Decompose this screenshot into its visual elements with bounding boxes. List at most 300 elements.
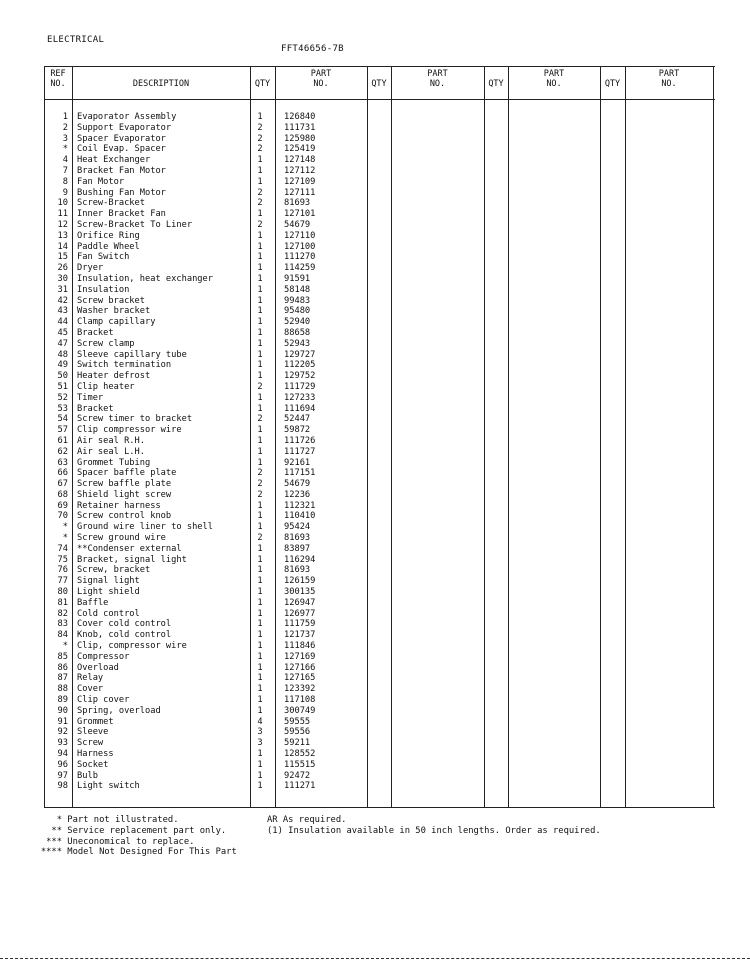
footnote-text: Uneconomical to replace. xyxy=(67,836,195,847)
table-row xyxy=(44,781,715,792)
description-cell: Light shield xyxy=(77,587,140,598)
qty-cell: 1 xyxy=(257,403,263,414)
part-no-cell: 126840 xyxy=(284,112,316,122)
part-no-cell: 59211 xyxy=(284,738,311,749)
part-no-cell: 52447 xyxy=(284,414,311,425)
part-header-line1: PART xyxy=(310,69,332,79)
table-row xyxy=(44,609,715,620)
qty-cell: 1 xyxy=(257,749,263,760)
part-no-cell: 126947 xyxy=(284,597,316,608)
part-no-cell: 125980 xyxy=(284,133,316,144)
table-row xyxy=(44,587,715,598)
ref-no-cell: 96 xyxy=(57,759,68,770)
qty-cell: 2 xyxy=(257,479,263,490)
description-cell: Clamp capillary xyxy=(77,317,156,328)
table-row xyxy=(44,565,715,576)
ref-no-cell: 93 xyxy=(57,738,68,749)
table-row xyxy=(44,242,715,253)
table-row xyxy=(44,382,715,393)
qty-cell: 1 xyxy=(257,641,263,652)
qty-cell: 1 xyxy=(257,241,263,252)
description-cell: Bushing Fan Motor xyxy=(77,187,166,198)
ref-no-cell: 50 xyxy=(57,371,68,382)
footnote-symbol: *** xyxy=(46,836,62,847)
description-cell: Washer bracket xyxy=(77,306,151,317)
part-no-cell: 81693 xyxy=(284,198,311,209)
qty-cell: 2 xyxy=(257,381,263,392)
table-row xyxy=(44,458,715,469)
qty-cell: 2 xyxy=(257,122,263,133)
part-header-line2: NO. xyxy=(429,79,446,89)
part-no-cell: 110410 xyxy=(284,511,316,522)
part-no-cell: 111270 xyxy=(284,252,316,263)
qty-cell: 1 xyxy=(257,770,263,781)
table-row xyxy=(44,404,715,415)
part-no-cell: 111731 xyxy=(284,122,316,133)
part-no-cell: 111759 xyxy=(284,619,316,630)
qty-cell: 1 xyxy=(257,349,263,360)
qty-cell: 1 xyxy=(257,176,263,187)
part-no-cell: 127148 xyxy=(284,155,316,166)
qty-cell: 1 xyxy=(257,597,263,608)
part-no-cell: 115515 xyxy=(284,759,316,770)
ref-no-cell: 68 xyxy=(57,489,68,500)
qty-cell: 1 xyxy=(257,112,263,122)
part-no-cell: 111727 xyxy=(284,446,316,457)
part-no-cell: 121737 xyxy=(284,630,316,641)
description-cell: Bracket xyxy=(77,327,114,338)
table-row xyxy=(44,263,715,274)
ref-no-header xyxy=(46,69,70,89)
qty-cell: 1 xyxy=(257,587,263,598)
table-row xyxy=(44,468,715,479)
ref-header-line2: NO. xyxy=(50,79,66,89)
ref-no-cell: 48 xyxy=(57,349,68,360)
description-cell: Baffle xyxy=(77,597,109,608)
description-cell: Knob, cold control xyxy=(77,630,172,641)
ref-no-cell: * xyxy=(62,144,68,155)
qty-cell: 1 xyxy=(257,446,263,457)
qty-cell: 1 xyxy=(257,317,263,328)
ref-no-cell: 70 xyxy=(57,511,68,522)
part-header-line2: NO. xyxy=(661,79,677,89)
table-row xyxy=(44,285,715,296)
description-cell: Insulation, heat exchanger xyxy=(77,273,213,284)
description-cell: Timer xyxy=(77,392,104,403)
ref-no-cell: 14 xyxy=(57,241,68,252)
ref-no-cell: 47 xyxy=(57,338,68,349)
ref-no-cell: * xyxy=(62,522,68,533)
qty-cell: 1 xyxy=(257,392,263,403)
part-no-cell: 81693 xyxy=(284,533,311,544)
description-cell: Inner Bracket Fan xyxy=(77,209,166,220)
part-no-cell: 127110 xyxy=(284,230,316,241)
description-cell: Switch termination xyxy=(77,360,172,371)
ref-no-cell: 2 xyxy=(62,122,68,133)
qty-cell: 2 xyxy=(257,219,263,230)
description-cell: Fan Switch xyxy=(77,252,130,263)
table-row xyxy=(44,771,715,782)
part-no-cell: 54679 xyxy=(284,479,311,490)
ref-no-cell: 3 xyxy=(62,133,68,144)
part-no-cell: 127165 xyxy=(284,673,316,684)
qty-cell: 1 xyxy=(257,565,263,576)
document-number: FFT46656-7B xyxy=(281,44,344,54)
ref-no-cell: 88 xyxy=(57,684,68,695)
part-no-cell: 92161 xyxy=(284,457,311,468)
footnotes-legend xyxy=(40,815,237,858)
table-row xyxy=(44,274,715,285)
ref-no-cell: 53 xyxy=(57,403,68,414)
qty-cell: 1 xyxy=(257,425,263,436)
table-row xyxy=(44,684,715,695)
ref-no-cell: 7 xyxy=(62,165,68,176)
part-no-cell: 52940 xyxy=(284,317,311,328)
description-cell: Screw timer to bracket xyxy=(77,414,193,425)
page-bottom-rule xyxy=(0,958,750,959)
table-row xyxy=(44,177,715,188)
ref-no-cell: 83 xyxy=(57,619,68,630)
qty-cell: 1 xyxy=(257,759,263,770)
part-no-header xyxy=(391,69,484,89)
ref-no-cell: 15 xyxy=(57,252,68,263)
table-row xyxy=(44,576,715,587)
ref-no-cell: 12 xyxy=(57,219,68,230)
qty-cell: 1 xyxy=(257,360,263,371)
part-header-line2: NO. xyxy=(546,79,562,89)
description-cell: Harness xyxy=(77,749,114,760)
part-no-cell: 129752 xyxy=(284,371,316,382)
table-row xyxy=(44,630,715,641)
part-header-line1: PART xyxy=(658,69,680,79)
ref-no-cell: 69 xyxy=(57,500,68,511)
qty-cell: 1 xyxy=(257,705,263,716)
description-cell: Signal light xyxy=(77,576,140,587)
ref-no-cell: 81 xyxy=(57,597,68,608)
part-header-line2: NO. xyxy=(313,79,329,89)
ref-no-cell: 13 xyxy=(57,230,68,241)
table-row xyxy=(44,749,715,760)
qty-cell: 1 xyxy=(257,295,263,306)
part-no-cell: 58148 xyxy=(284,284,311,295)
description-cell: Screw ground wire xyxy=(77,533,166,544)
ref-no-cell: 62 xyxy=(57,446,68,457)
ref-no-cell: 92 xyxy=(57,727,68,738)
description-cell: Support Evaporator xyxy=(77,122,172,133)
table-row xyxy=(44,296,715,307)
table-row xyxy=(44,414,715,425)
ref-no-cell: 1 xyxy=(62,112,68,122)
qty-cell: 1 xyxy=(257,619,263,630)
table-row xyxy=(44,706,715,717)
part-no-cell: 88658 xyxy=(284,327,311,338)
qty-cell: 2 xyxy=(257,414,263,425)
part-no-cell: 117108 xyxy=(284,695,316,706)
qty-cell: 2 xyxy=(257,468,263,479)
ref-no-cell: * xyxy=(62,641,68,652)
ref-no-cell: 77 xyxy=(57,576,68,587)
qty-cell: 2 xyxy=(257,187,263,198)
description-cell: Cover cold control xyxy=(77,619,172,630)
footnote-line xyxy=(40,847,237,858)
part-no-cell: 114259 xyxy=(284,263,316,274)
qty-cell: 1 xyxy=(257,651,263,662)
ref-no-cell: 61 xyxy=(57,435,68,446)
part-no-cell: 300135 xyxy=(284,587,316,598)
part-no-cell: 127101 xyxy=(284,209,316,220)
note-insulation: (1) Insulation available in 50 inch lengths. Order as required. xyxy=(267,825,601,836)
qty-cell: 1 xyxy=(257,684,263,695)
table-row xyxy=(44,144,715,155)
ref-no-cell: 82 xyxy=(57,608,68,619)
footnote-text: Part not illustrated. xyxy=(67,815,179,825)
qty-cell: 1 xyxy=(257,155,263,166)
ref-no-cell: 91 xyxy=(57,716,68,727)
table-row xyxy=(44,425,715,436)
parts-rows xyxy=(44,112,715,792)
ref-no-cell: 42 xyxy=(57,295,68,306)
table-row xyxy=(44,155,715,166)
table-row xyxy=(44,231,715,242)
ref-no-cell: 45 xyxy=(57,327,68,338)
table-row xyxy=(44,555,715,566)
table-row xyxy=(44,393,715,404)
description-cell: Screw xyxy=(77,738,104,749)
qty-cell: 1 xyxy=(257,327,263,338)
ref-no-cell: 76 xyxy=(57,565,68,576)
footnote-text: Service replacement part only. xyxy=(67,825,227,836)
part-no-cell: 92472 xyxy=(284,770,311,781)
footnotes-notes xyxy=(267,815,601,837)
table-row xyxy=(44,619,715,630)
description-cell: Clip, compressor wire xyxy=(77,641,187,652)
description-cell: Grommet Tubing xyxy=(77,457,151,468)
description-cell: Coil Evap. Spacer xyxy=(77,144,166,155)
table-row xyxy=(44,317,715,328)
ref-no-cell: 54 xyxy=(57,414,68,425)
description-cell: Relay xyxy=(77,673,104,684)
description-cell: Socket xyxy=(77,759,109,770)
footnote-line xyxy=(40,837,237,848)
table-row xyxy=(44,727,715,738)
part-header-line1: PART xyxy=(427,69,448,79)
part-no-header xyxy=(508,69,600,89)
description-cell: Screw, bracket xyxy=(77,565,151,576)
qty-cell: 4 xyxy=(257,716,263,727)
table-row xyxy=(44,188,715,199)
part-no-header xyxy=(275,69,367,89)
ref-no-cell: 49 xyxy=(57,360,68,371)
table-row xyxy=(44,339,715,350)
ref-no-cell: 75 xyxy=(57,554,68,565)
description-cell: Bracket Fan Motor xyxy=(77,165,166,176)
qty-header: QTY xyxy=(254,79,271,89)
table-row xyxy=(44,717,715,728)
qty-cell: 1 xyxy=(257,230,263,241)
table-row xyxy=(44,252,715,263)
qty-cell: 1 xyxy=(257,252,263,263)
part-no-cell: 112205 xyxy=(284,360,316,371)
table-row xyxy=(44,490,715,501)
part-no-cell: 126159 xyxy=(284,576,316,587)
part-no-cell: 111729 xyxy=(284,381,316,392)
description-cell: Ground wire liner to shell xyxy=(77,522,213,533)
description-cell: Screw clamp xyxy=(77,338,135,349)
ref-no-cell: 44 xyxy=(57,317,68,328)
part-no-cell: 123392 xyxy=(284,684,316,695)
qty-cell: 1 xyxy=(257,165,263,176)
part-no-cell: 117151 xyxy=(284,468,316,479)
description-cell: Insulation xyxy=(77,284,130,295)
part-no-cell: 111726 xyxy=(284,435,316,446)
part-no-cell: 12236 xyxy=(284,489,311,500)
part-no-cell: 127166 xyxy=(284,662,316,673)
table-row xyxy=(44,695,715,706)
description-cell: Sleeve xyxy=(77,727,109,738)
qty-cell: 1 xyxy=(257,608,263,619)
qty-cell: 3 xyxy=(257,738,263,749)
part-no-cell: 128552 xyxy=(284,749,316,760)
table-row xyxy=(44,760,715,771)
part-no-cell: 112321 xyxy=(284,500,316,511)
part-no-cell: 54679 xyxy=(284,219,311,230)
table-row xyxy=(44,447,715,458)
qty-cell: 1 xyxy=(257,781,263,792)
description-cell: Light switch xyxy=(77,781,140,792)
footnote-text: Model Not Designed For This Part xyxy=(67,847,237,858)
ref-no-cell: 89 xyxy=(57,695,68,706)
description-cell: Screw control knob xyxy=(77,511,172,522)
qty-header: QTY xyxy=(488,79,504,89)
description-cell: Sleeve capillary tube xyxy=(77,349,187,360)
part-no-cell: 81693 xyxy=(284,565,311,576)
table-row xyxy=(44,350,715,361)
description-cell: Air seal R.H. xyxy=(77,435,145,446)
table-row xyxy=(44,673,715,684)
qty-cell: 2 xyxy=(257,489,263,500)
qty-cell: 2 xyxy=(257,144,263,155)
description-cell: Fan Motor xyxy=(77,176,125,187)
part-no-cell: 95480 xyxy=(284,306,311,317)
part-no-cell: 127169 xyxy=(284,651,316,662)
qty-cell: 2 xyxy=(257,198,263,209)
description-cell: Screw bracket xyxy=(77,295,145,306)
ref-no-cell: 85 xyxy=(57,651,68,662)
part-no-cell: 127112 xyxy=(284,165,316,176)
description-cell: Paddle Wheel xyxy=(77,241,140,252)
part-no-cell: 59872 xyxy=(284,425,311,436)
table-row xyxy=(44,511,715,522)
qty-cell: 1 xyxy=(257,662,263,673)
qty-cell: 2 xyxy=(257,533,263,544)
qty-cell: 1 xyxy=(257,511,263,522)
part-no-cell: 83897 xyxy=(284,543,311,554)
qty-cell: 1 xyxy=(257,306,263,317)
ref-no-cell: 66 xyxy=(57,468,68,479)
qty-cell: 1 xyxy=(257,576,263,587)
note-as-required: AR As required. xyxy=(267,815,347,825)
ref-no-cell: 4 xyxy=(62,155,68,166)
part-no-cell: 91591 xyxy=(284,273,311,284)
description-cell: Clip compressor wire xyxy=(77,425,182,436)
table-row xyxy=(44,663,715,674)
table-row xyxy=(44,738,715,749)
part-no-cell: 125419 xyxy=(284,144,316,155)
qty-cell: 1 xyxy=(257,522,263,533)
description-cell: Cover xyxy=(77,684,104,695)
description-cell: Clip heater xyxy=(77,381,135,392)
ref-no-cell: 57 xyxy=(57,425,68,436)
description-cell: Clip cover xyxy=(77,695,130,706)
parts-table xyxy=(44,66,715,808)
part-no-cell: 126977 xyxy=(284,608,316,619)
table-row xyxy=(44,198,715,209)
description-cell: Bracket xyxy=(77,403,114,414)
qty-cell: 1 xyxy=(257,500,263,511)
description-cell: Screw-Bracket To Liner xyxy=(77,219,193,230)
description-cell: Grommet xyxy=(77,716,114,727)
qty-cell: 1 xyxy=(257,284,263,295)
header-rule xyxy=(44,99,715,100)
part-no-cell: 127111 xyxy=(284,187,316,198)
table-row xyxy=(44,522,715,533)
table-row xyxy=(44,220,715,231)
part-no-cell: 127233 xyxy=(284,392,316,403)
qty-header: QTY xyxy=(371,79,387,89)
description-cell: Air seal L.H. xyxy=(77,446,145,457)
part-header-line1: PART xyxy=(543,69,565,79)
ref-no-cell: 11 xyxy=(57,209,68,220)
description-cell: Evaporator Assembly xyxy=(77,112,177,122)
description-cell: Screw-Bracket xyxy=(77,198,145,209)
qty-cell: 1 xyxy=(257,338,263,349)
ref-no-cell: 87 xyxy=(57,673,68,684)
description-cell: Screw baffle plate xyxy=(77,479,172,490)
table-row xyxy=(44,479,715,490)
qty-cell: 1 xyxy=(257,371,263,382)
footnote-symbol: ** xyxy=(51,825,62,836)
table-row xyxy=(44,306,715,317)
ref-no-cell: 43 xyxy=(57,306,68,317)
qty-cell: 1 xyxy=(257,435,263,446)
description-cell: Overload xyxy=(77,662,119,673)
table-row xyxy=(44,112,715,123)
part-no-cell: 95424 xyxy=(284,522,311,533)
description-cell: Cold control xyxy=(77,608,140,619)
part-no-cell: 111271 xyxy=(284,781,316,792)
ref-no-cell: 52 xyxy=(57,392,68,403)
table-row xyxy=(44,123,715,134)
description-cell: Spacer baffle plate xyxy=(77,468,177,479)
ref-header-line1: REF xyxy=(50,69,66,79)
table-row xyxy=(44,360,715,371)
ref-no-cell: 8 xyxy=(62,176,68,187)
qty-cell: 1 xyxy=(257,543,263,554)
part-no-cell: 111694 xyxy=(284,403,316,414)
table-row xyxy=(44,166,715,177)
part-no-cell: 116294 xyxy=(284,554,316,565)
ref-no-cell: 67 xyxy=(57,479,68,490)
qty-cell: 1 xyxy=(257,673,263,684)
qty-cell: 1 xyxy=(257,209,263,220)
description-header: DESCRIPTION xyxy=(132,79,190,89)
section-title: ELECTRICAL xyxy=(47,35,105,45)
footnote-symbol: * xyxy=(56,815,62,825)
qty-cell: 1 xyxy=(257,554,263,565)
ref-no-cell: 63 xyxy=(57,457,68,468)
qty-header: QTY xyxy=(604,79,621,89)
part-no-header xyxy=(625,69,713,89)
